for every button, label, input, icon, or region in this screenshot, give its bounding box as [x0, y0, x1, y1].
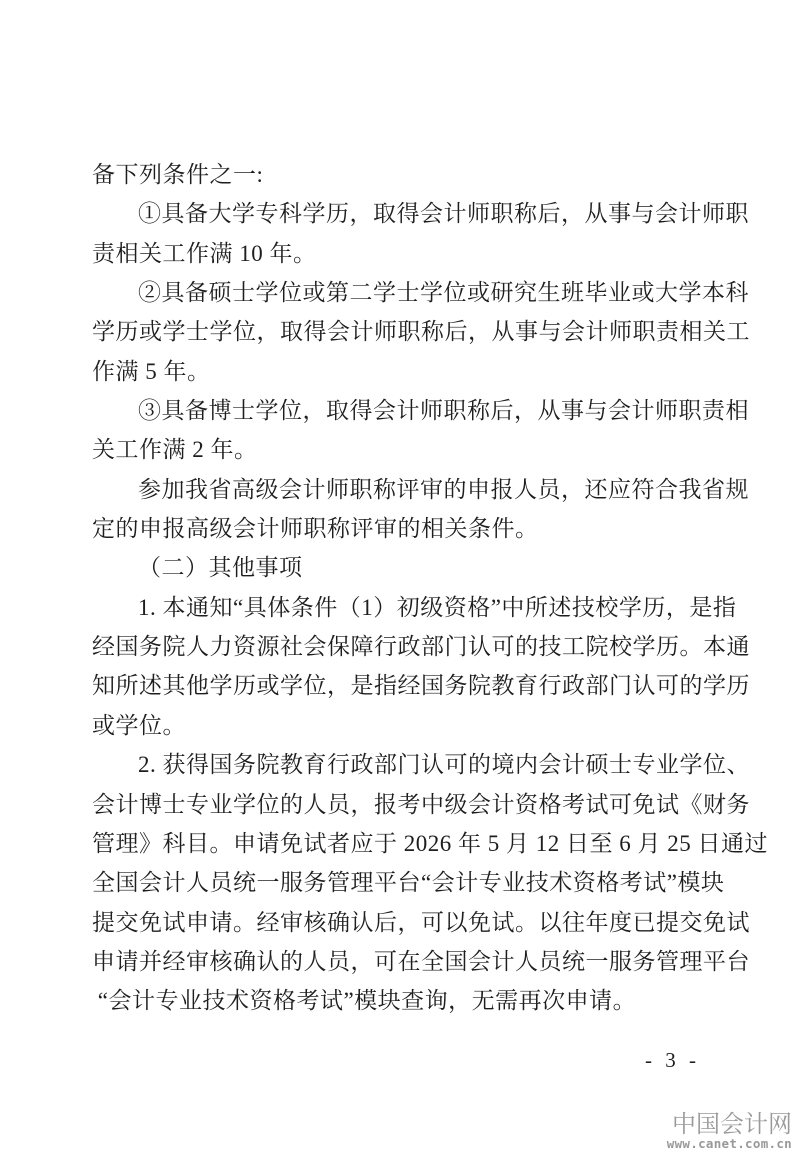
text-line: 1. 本通知“具体条件（1）初级资格”中所述技校学历，是指: [138, 594, 737, 620]
watermark: [667, 1113, 792, 1151]
page-number: - 3 -: [645, 1048, 700, 1072]
document-text: [92, 155, 768, 1021]
text-line: 关工作满 2 年。: [92, 437, 258, 463]
text-line: 参加我省高级会计师职称评审的申报人员，还应符合我省规: [138, 476, 749, 502]
text-line: 管理》科目。申请免试者应于 2026 年 5 月 12 日至 6 月 25 日通过: [92, 830, 768, 856]
text-line: 备下列条件之一:: [92, 162, 264, 187]
text-line: ③具备博士学位，取得会计师职称后，从事与会计师职责相: [138, 398, 749, 424]
text-line: （二）其他事项: [138, 555, 303, 581]
text-line: 全国会计人员统一服务管理平台“会计专业技术资格考试”模块: [92, 870, 725, 896]
text-line: 会计博士专业学位的人员，报考中级会计资格考试可免试《财务: [92, 791, 750, 817]
text-line: 2. 获得国务院教育行政部门认可的境内会计硕士专业学位、: [138, 752, 750, 778]
text-line: ①具备大学专科学历，取得会计师职称后，从事与会计师职: [138, 201, 749, 227]
text-line: 责相关工作满 10 年。: [92, 240, 317, 266]
text-line: 申请并经审核确认的人员，可在全国会计人员统一服务管理平台: [92, 948, 750, 974]
watermark-site-name: 中国会计网: [672, 1111, 792, 1138]
text-line: 经国务院人力资源社会保障行政部门认可的技工院校学历。本通: [92, 634, 750, 660]
text-line: ②具备硕士学位或第二学士学位或研究生班毕业或大学本科: [138, 280, 749, 306]
watermark-site-url: www.canet.com.cn: [666, 1136, 792, 1151]
text-line: 学历或学士学位，取得会计师职称后，从事与会计师职责相关工: [92, 319, 750, 345]
text-line: 知所述其他学历或学位，是指经国务院教育行政部门认可的学历: [92, 673, 750, 699]
text-line: 作满 5 年。: [92, 358, 211, 384]
text-line: 定的申报高级会计师职称评审的相关条件。: [92, 516, 539, 542]
text-line: “会计专业技术资格考试”模块查询，无需再次申请。: [97, 988, 637, 1014]
text-line: 或学位。: [92, 712, 186, 738]
text-line: 提交免试申请。经审核确认后，可以免试。以往年度已提交免试: [92, 909, 750, 935]
